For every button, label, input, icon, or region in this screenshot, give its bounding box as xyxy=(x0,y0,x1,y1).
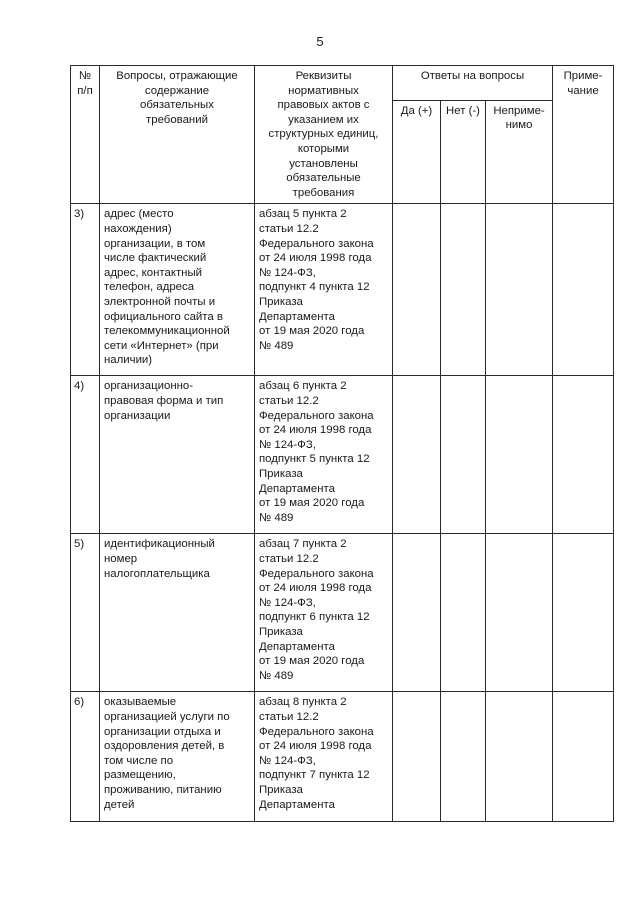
header-yes: Да (+) xyxy=(393,100,441,204)
page-number: 5 xyxy=(316,34,324,49)
row-number: 6) xyxy=(71,692,100,822)
requirements-table xyxy=(70,65,614,822)
table-row xyxy=(71,534,614,692)
answer-no-cell[interactable] xyxy=(441,692,486,822)
row-question: организационно- правовая форма и тип организации xyxy=(100,376,255,534)
note-cell[interactable] xyxy=(553,376,614,534)
answer-yes-cell[interactable] xyxy=(393,534,441,692)
row-number: 4) xyxy=(71,376,100,534)
header-answers: Ответы на вопросы xyxy=(393,66,553,101)
answer-no-cell[interactable] xyxy=(441,204,486,376)
header-note: Приме- чание xyxy=(553,66,614,204)
answer-na-cell[interactable] xyxy=(486,376,553,534)
note-cell[interactable] xyxy=(553,692,614,822)
header-not-applicable: Неприме- нимо xyxy=(486,100,553,204)
row-requisites: абзац 5 пункта 2 статьи 12.2 Федерального закона от 24 июля 1998 года № 124-ФЗ, подпункт 4 пункта 12 Приказа Департамента от 19 мая 2020 года № 489 xyxy=(255,204,393,376)
table-row xyxy=(71,692,614,822)
row-question: идентификационный номер налогоплательщика xyxy=(100,534,255,692)
note-cell[interactable] xyxy=(553,204,614,376)
answer-yes-cell[interactable] xyxy=(393,204,441,376)
answer-na-cell[interactable] xyxy=(486,534,553,692)
row-number: 5) xyxy=(71,534,100,692)
row-number: 3) xyxy=(71,204,100,376)
header-requisites: Реквизиты нормативных правовых актов с указанием их структурных единиц, которыми установлены обязательные требования xyxy=(255,66,393,204)
note-cell[interactable] xyxy=(553,534,614,692)
answer-yes-cell[interactable] xyxy=(393,376,441,534)
answer-na-cell[interactable] xyxy=(486,204,553,376)
answer-no-cell[interactable] xyxy=(441,534,486,692)
table-row xyxy=(71,204,614,376)
row-requisites: абзац 8 пункта 2 статьи 12.2 Федерального закона от 24 июля 1998 года № 124-ФЗ, подпункт 7 пункта 12 Приказа Департамента xyxy=(255,692,393,822)
row-requisites: абзац 7 пункта 2 статьи 12.2 Федерального закона от 24 июля 1998 года № 124-ФЗ, подпункт 6 пункта 12 Приказа Департамента от 19 мая 2020 года № 489 xyxy=(255,534,393,692)
answer-yes-cell[interactable] xyxy=(393,692,441,822)
table-header-row xyxy=(71,66,614,101)
header-no: Нет (-) xyxy=(441,100,486,204)
table-row xyxy=(71,376,614,534)
header-questions: Вопросы, отражающие содержание обязательных требований xyxy=(100,66,255,204)
row-requisites: абзац 6 пункта 2 статьи 12.2 Федерального закона от 24 июля 1998 года № 124-ФЗ, подпункт 5 пункта 12 Приказа Департамента от 19 мая 2020 года № 489 xyxy=(255,376,393,534)
answer-na-cell[interactable] xyxy=(486,692,553,822)
answer-no-cell[interactable] xyxy=(441,376,486,534)
row-question: адрес (место нахождения) организации, в том числе фактический адрес, контактный телефон, адреса электронной почты и официального сайта в телекоммуникационной сети «Интернет» (при наличии) xyxy=(100,204,255,376)
row-question: оказываемые организацией услуги по организации отдыха и оздоровления детей, в том числе по размещению, проживанию, питанию детей xyxy=(100,692,255,822)
header-num: № п/п xyxy=(71,66,100,204)
